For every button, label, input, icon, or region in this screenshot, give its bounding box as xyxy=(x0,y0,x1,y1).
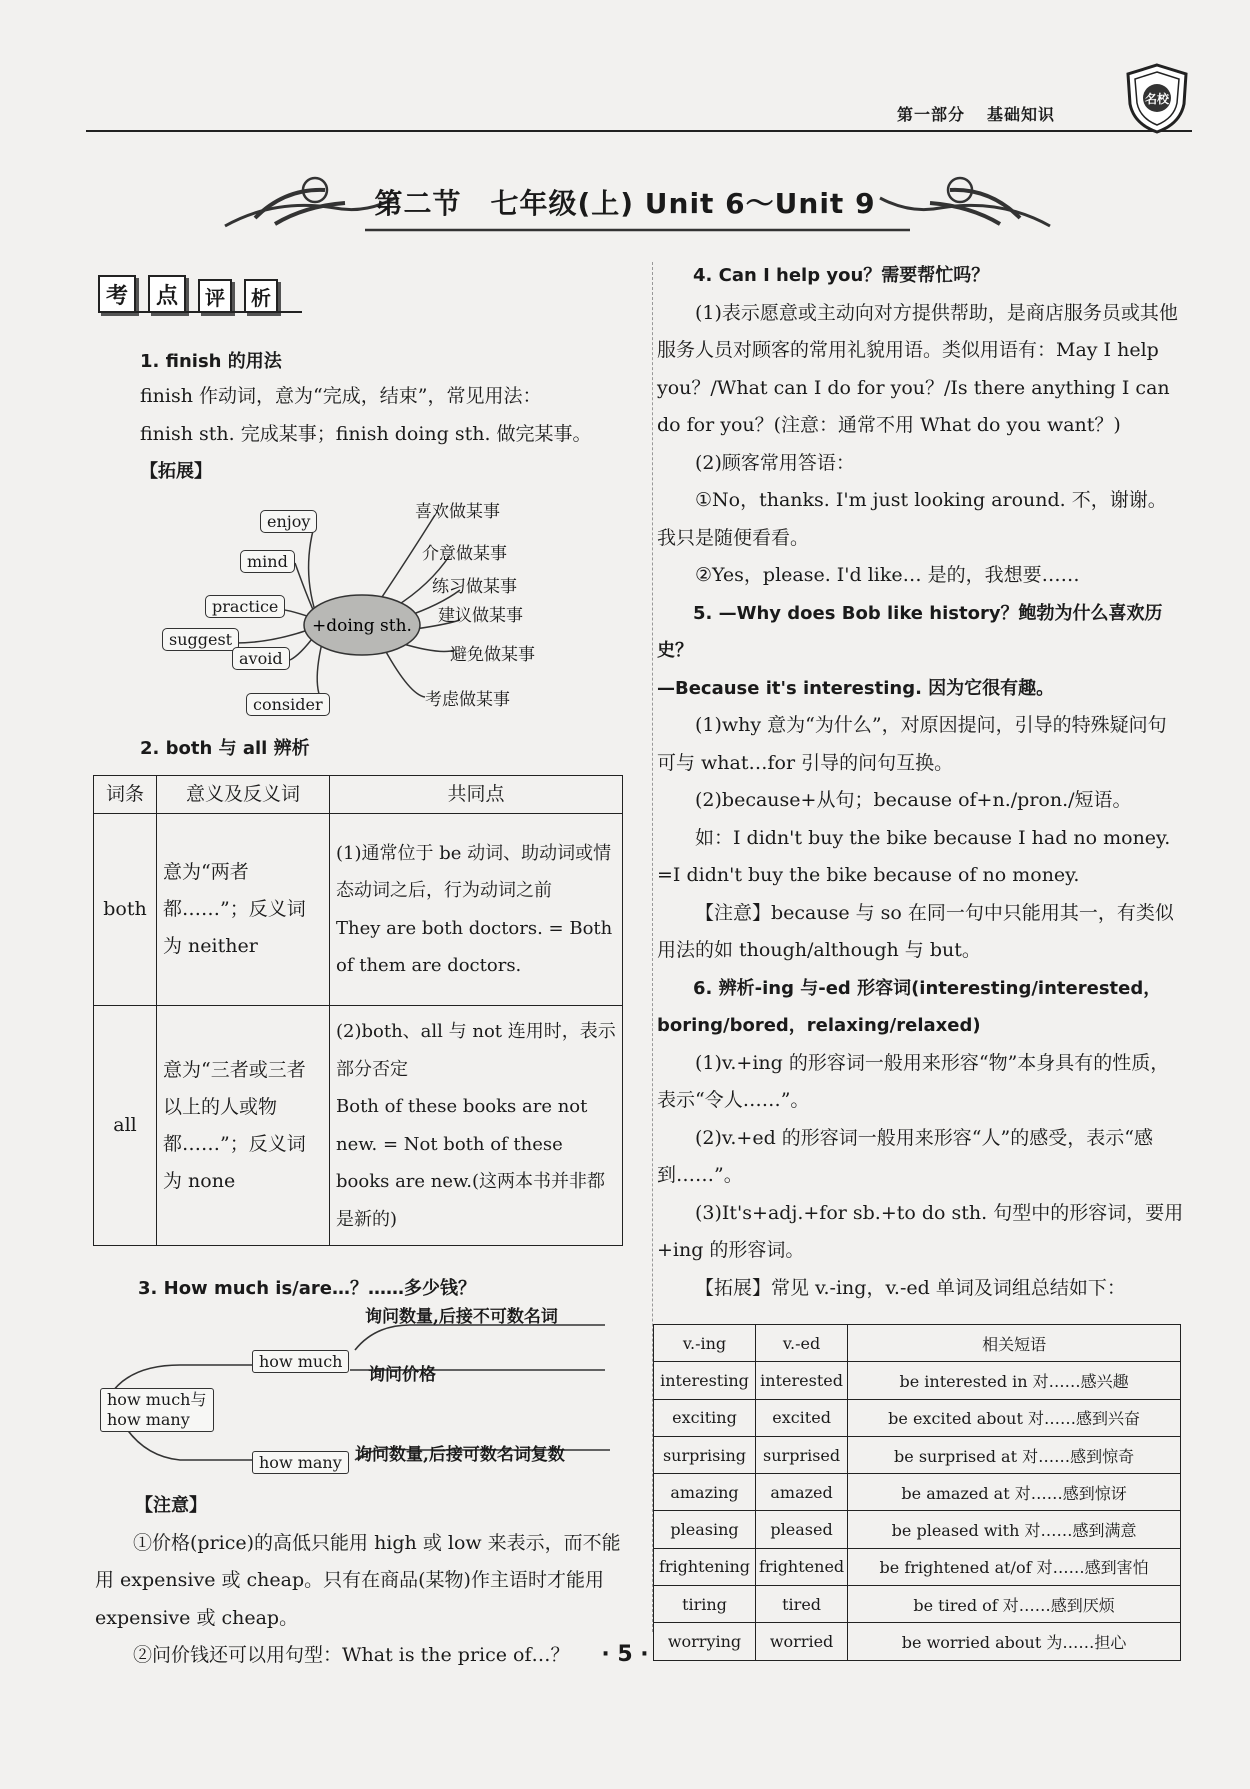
verb-node: enjoy xyxy=(260,510,317,533)
section-2 xyxy=(140,730,620,768)
meaning-label: 考虑做某事 xyxy=(425,690,510,710)
table-row xyxy=(654,1399,1181,1436)
table-cell: be amazed at 对……感到惊讶 xyxy=(848,1474,1181,1511)
common-1: (1)通常位于 be 动词、助动词或情态动词之后，行为动词之前 xyxy=(336,842,612,901)
table-cell: surprised xyxy=(756,1436,848,1473)
both-all-table xyxy=(93,775,623,1246)
note-uncountable: 询问数量,后接不可数名词 xyxy=(365,1307,558,1327)
t2-body xyxy=(654,1362,1181,1660)
table-cell: be interested in 对……感兴趣 xyxy=(848,1362,1181,1399)
section-badge xyxy=(98,275,290,313)
table-cell: be excited about 对……感到兴奋 xyxy=(848,1399,1181,1436)
s4-title: 4. Can I help you？需要帮忙吗？ xyxy=(693,265,990,286)
table-cell: interested xyxy=(756,1362,848,1399)
note-countable: 询问数量,后接可数名词复数 xyxy=(355,1445,565,1465)
s6-para-3: (3)It's+adj.+for sb.+to do sth. 句型中的形容词，要用+ing 的形容词。 xyxy=(657,1201,1184,1261)
table-cell: pleasing xyxy=(654,1511,756,1548)
how-much-diagram xyxy=(100,1307,620,1480)
table-header: 共同点 xyxy=(330,776,623,814)
table-cell: interesting xyxy=(654,1362,756,1399)
table-row xyxy=(654,1436,1181,1473)
meaning-label: 练习做某事 xyxy=(432,577,517,597)
table-cell: tiring xyxy=(654,1586,756,1623)
s5-title-1: 5. —Why does Bob like history？鲍勃为什么喜欢历史？ xyxy=(657,602,1163,661)
how-much-node: how much xyxy=(252,1350,349,1373)
table-header: 词条 xyxy=(94,776,157,814)
ing-ed-table xyxy=(653,1324,1181,1661)
table-cell: 意为“三者或三者以上的人或物都……”；反义词为 none xyxy=(157,1006,330,1246)
table-cell: tired xyxy=(756,1586,848,1623)
meaning-label: 避免做某事 xyxy=(450,645,535,665)
table-row xyxy=(654,1474,1181,1511)
note-price: 询问价格 xyxy=(368,1365,436,1385)
table-cell: amazed xyxy=(756,1474,848,1511)
mindmap-center: +doing sth. xyxy=(312,616,412,636)
verb-node: mind xyxy=(240,550,295,573)
meaning-label: 喜欢做某事 xyxy=(415,502,500,522)
s3-note: 【注意】 xyxy=(135,1495,207,1516)
s4-para-3: ①No，thanks. I'm just looking around. 不，谢谢。我只是随便看看。 xyxy=(657,489,1167,549)
emblem-text: 名校 xyxy=(1144,92,1170,106)
table-cell: frightened xyxy=(756,1548,848,1585)
common-2: They are both doctors. = Both of them are doctors. xyxy=(336,917,613,976)
verb-node: practice xyxy=(205,595,285,618)
s6-para-2: (2)v.+ed 的形容词一般用来形容“人”的感受，表示“感到……”。 xyxy=(657,1126,1153,1186)
s5-para-4: 【注意】because 与 so 在同一句中只能用其一，有类似用法的如 though/although 与 but。 xyxy=(657,901,1174,961)
table-header: 意义及反义词 xyxy=(157,776,330,814)
running-header xyxy=(875,102,1055,125)
table-row xyxy=(654,1362,1181,1399)
header-section: 基础知识 xyxy=(986,105,1055,124)
header-rule xyxy=(86,130,1192,132)
table-cell: pleased xyxy=(756,1511,848,1548)
verb-node: avoid xyxy=(232,647,290,670)
table-cell: amazing xyxy=(654,1474,756,1511)
common-3: (2)both、all 与 not 连用时，表示部分否定 xyxy=(336,1021,616,1080)
table-row xyxy=(654,1586,1181,1623)
table-cell: be pleased with 对……感到满意 xyxy=(848,1511,1181,1548)
section-1-body xyxy=(140,378,640,491)
header-part: 第一部分 xyxy=(896,105,965,124)
page-title: 第二节 七年级(上) Unit 6～Unit 9 xyxy=(374,187,876,220)
common-4: Both of these books are not new. = Not both of these books are new.(这两本书并非都是新的) xyxy=(336,1096,606,1230)
table-cell: be tired of 对……感到厌烦 xyxy=(848,1586,1181,1623)
s1-line-1: finish 作动词，意为“完成，结束”，常见用法： xyxy=(140,385,542,407)
s5-title-2: —Because it's interesting. 因为它很有趣。 xyxy=(657,677,1055,699)
table-cell: exciting xyxy=(654,1399,756,1436)
badge-char-2: 点 xyxy=(148,275,186,313)
t2-header: v.-ed xyxy=(756,1325,848,1362)
s5-para-3: 如：I didn't buy the bike because I had no money. =I didn't buy the bike because of no money. xyxy=(657,826,1171,886)
s3-para-1: ①价格(price)的高低只能用 high 或 low 来表示，而不能用 expensive 或 cheap。只有在商品(某物)作主语时才能用 expensive 或 cheap。 xyxy=(95,1531,621,1629)
meaning-label: 介意做某事 xyxy=(422,544,507,564)
s6-para-1: (1)v.+ing 的形容词一般用来形容“物”本身具有的性质，表示“令人……”。 xyxy=(657,1051,1170,1111)
s5-para-1: (1)why 意为“为什么”，对原因提问，引导的特殊疑问句可与 what…for 引导的问句互换。 xyxy=(657,714,1167,774)
badge-char-3: 评 xyxy=(198,279,232,313)
table-cell: surprising xyxy=(654,1436,756,1473)
badge-char-1: 考 xyxy=(98,275,136,313)
s4-para-1: (1)表示愿意或主动向对方提供帮助，是商店服务员或其他服务人员对顾客的常用礼貌用语。类似用语有：May I help you？/What can I do for you？/Is there anything I can do for you？(注意：通常不用 What do you want？) xyxy=(657,301,1178,436)
verb-node: suggest xyxy=(162,628,239,651)
table-row xyxy=(654,1511,1181,1548)
shield-emblem-icon xyxy=(1124,62,1190,134)
s6-extension: 【拓展】常见 v.-ing，v.-ed 单词及词组总结如下： xyxy=(695,1276,1126,1299)
table-cell: both xyxy=(94,814,157,1006)
s3-para-2: ②问价钱还可以用句型：What is the price of…？ xyxy=(133,1644,570,1666)
right-column xyxy=(657,257,1185,1307)
s2-title: 2. both 与 all 辨析 xyxy=(140,738,310,759)
how-many-node: how many xyxy=(252,1451,349,1474)
table-cell: frightening xyxy=(654,1548,756,1585)
s5-para-2: (2)because+从句；because of+n./pron./短语。 xyxy=(695,789,1132,811)
page-number: · 5 · xyxy=(601,1642,649,1667)
s3-title: 3. How much is/are…？……多少钱？ xyxy=(138,1278,476,1299)
section-1 xyxy=(140,343,620,381)
table-cell: be worried about 为……担心 xyxy=(848,1623,1181,1660)
table-cell: worried xyxy=(756,1623,848,1660)
table-cell: excited xyxy=(756,1399,848,1436)
s4-para-2: (2)顾客常用答语： xyxy=(695,451,855,474)
table-cell: worrying xyxy=(654,1623,756,1660)
table-row xyxy=(654,1548,1181,1585)
table-cell: be frightened at/of 对……感到害怕 xyxy=(848,1548,1181,1585)
root-node: how much与how many xyxy=(100,1388,214,1432)
table-cell: all xyxy=(94,1006,157,1246)
t2-header: v.-ing xyxy=(654,1325,756,1362)
table-cell: be surprised at 对……感到惊奇 xyxy=(848,1436,1181,1473)
s1-extension: 【拓展】 xyxy=(140,461,212,482)
table-cell xyxy=(330,1006,623,1246)
finish-mindmap xyxy=(150,495,550,725)
t2-header: 相关短语 xyxy=(848,1325,1181,1362)
table-cell xyxy=(330,814,623,1006)
badge-char-4: 析 xyxy=(244,279,278,313)
meaning-label: 建议做某事 xyxy=(438,606,523,626)
verb-node: consider xyxy=(246,693,330,716)
s1-line-2: finish sth. 完成某事；finish doing sth. 做完某事。 xyxy=(140,422,592,445)
table-cell: 意为“两者都……”；反义词为 neither xyxy=(157,814,330,1006)
s4-para-4: ②Yes，please. I'd like… 是的，我想要…… xyxy=(695,564,1080,586)
s6-title: 6. 辨析-ing 与-ed 形容词(interesting/interested，boring/bored，relaxing/relaxed) xyxy=(657,977,1162,1036)
s1-title: 1. finish 的用法 xyxy=(140,351,282,372)
